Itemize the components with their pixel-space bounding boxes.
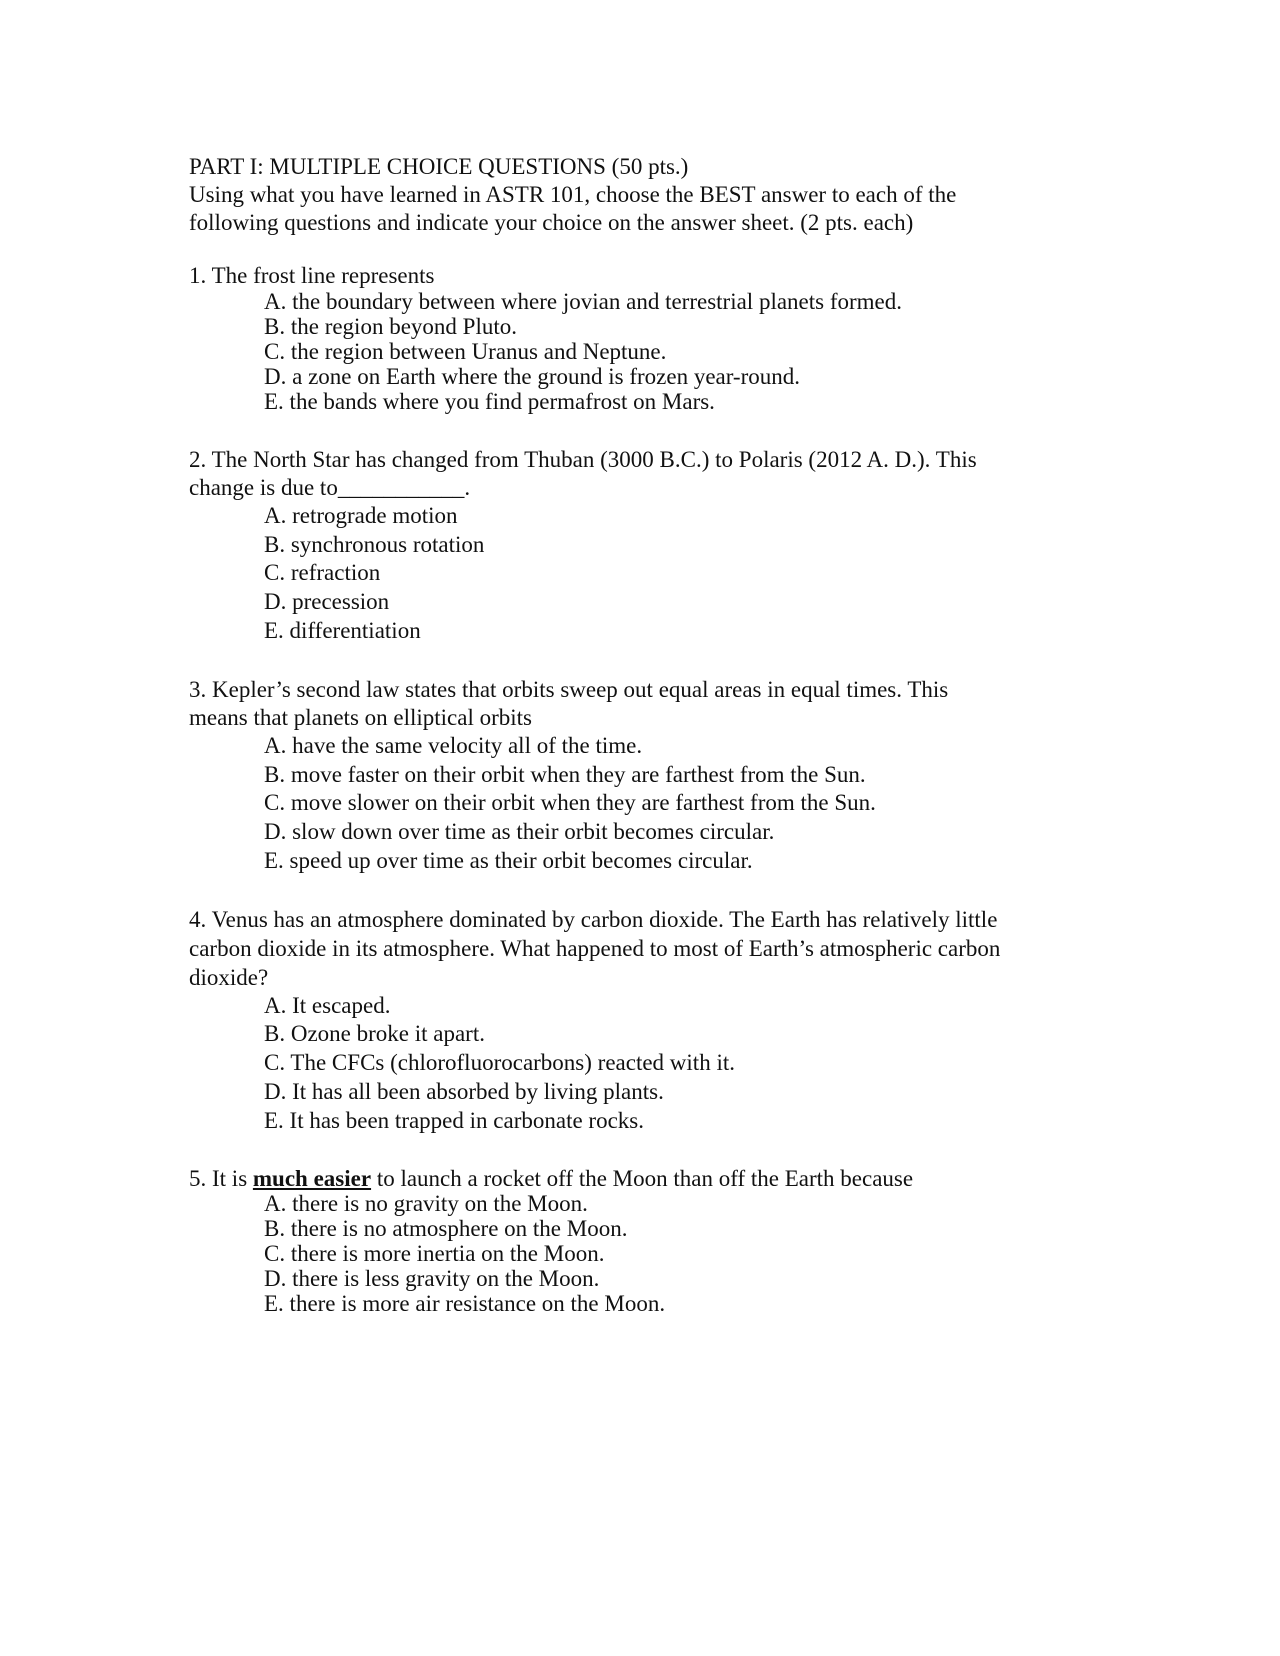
question-1-option-d: D. a zone on Earth where the ground is frozen year-round. — [264, 364, 800, 389]
question-1-stem: 1. The frost line represents — [189, 263, 435, 288]
question-3-option-c: C. move slower on their orbit when they are farthest from the Sun. — [264, 790, 876, 815]
question-3-option-b: B. move faster on their orbit when they are farthest from the Sun. — [264, 762, 866, 787]
question-2-stem-line-1: 2. The North Star has changed from Thuban (3000 B.C.) to Polaris (2012 A. D.). This — [189, 447, 977, 472]
question-3-option-d: D. slow down over time as their orbit becomes circular. — [264, 819, 775, 844]
question-4-option-b: B. Ozone broke it apart. — [264, 1021, 485, 1046]
instructions-line-1: Using what you have learned in ASTR 101, choose the BEST answer to each of the — [189, 182, 957, 207]
question-5-option-a: A. there is no gravity on the Moon. — [264, 1191, 588, 1216]
question-4-stem-line-2: carbon dioxide in its atmosphere. What happened to most of Earth’s atmospheric carbon — [189, 936, 1001, 961]
question-2-stem-line-2: change is due to___________. — [189, 475, 471, 500]
question-2-option-e: E. differentiation — [264, 618, 421, 643]
question-4-stem-line-3: dioxide? — [189, 965, 269, 990]
question-4-option-c: C. The CFCs (chlorofluorocarbons) reacted with it. — [264, 1050, 735, 1075]
question-4-option-d: D. It has all been absorbed by living plants. — [264, 1079, 664, 1104]
question-1-option-a: A. the boundary between where jovian and terrestrial planets formed. — [264, 289, 903, 314]
question-2-option-d: D. precession — [264, 589, 390, 614]
question-1-option-e: E. the bands where you find permafrost on Mars. — [264, 389, 715, 414]
question-3-stem-line-2: means that planets on elliptical orbits — [189, 705, 533, 730]
part-title: PART I: MULTIPLE CHOICE QUESTIONS (50 pts.) — [189, 154, 689, 179]
question-2-option-c: C. refraction — [264, 560, 381, 585]
question-3-stem-line-1: 3. Kepler’s second law states that orbits sweep out equal areas in equal times. This — [189, 677, 949, 702]
question-4-option-a: A. It escaped. — [264, 993, 391, 1018]
question-5-stem-suffix: to launch a rocket off the Moon than off the Earth because — [371, 1166, 914, 1191]
question-3-option-e: E. speed up over time as their orbit becomes circular. — [264, 848, 753, 873]
question-4-stem-line-1: 4. Venus has an atmosphere dominated by carbon dioxide. The Earth has relatively little — [189, 907, 998, 932]
question-5-option-e: E. there is more air resistance on the Moon. — [264, 1291, 666, 1316]
question-1-option-c: C. the region between Uranus and Neptune. — [264, 339, 667, 364]
question-1-option-b: B. the region beyond Pluto. — [264, 314, 517, 339]
question-5-option-c: C. there is more inertia on the Moon. — [264, 1241, 605, 1266]
question-2-option-a: A. retrograde motion — [264, 503, 458, 528]
question-4-option-e: E. It has been trapped in carbonate rocks. — [264, 1108, 644, 1133]
question-5-option-b: B. there is no atmosphere on the Moon. — [264, 1216, 628, 1241]
question-5-option-d: D. there is less gravity on the Moon. — [264, 1266, 600, 1291]
question-5-stem — [189, 1165, 913, 1193]
question-2-option-b: B. synchronous rotation — [264, 532, 485, 557]
question-3-option-a: A. have the same velocity all of the time. — [264, 733, 643, 758]
question-5-stem-emphasis: much easier — [252, 1166, 372, 1191]
question-5-stem-prefix: 5. It is — [189, 1166, 253, 1191]
instructions-line-2: following questions and indicate your choice on the answer sheet. (2 pts. each) — [189, 210, 914, 235]
